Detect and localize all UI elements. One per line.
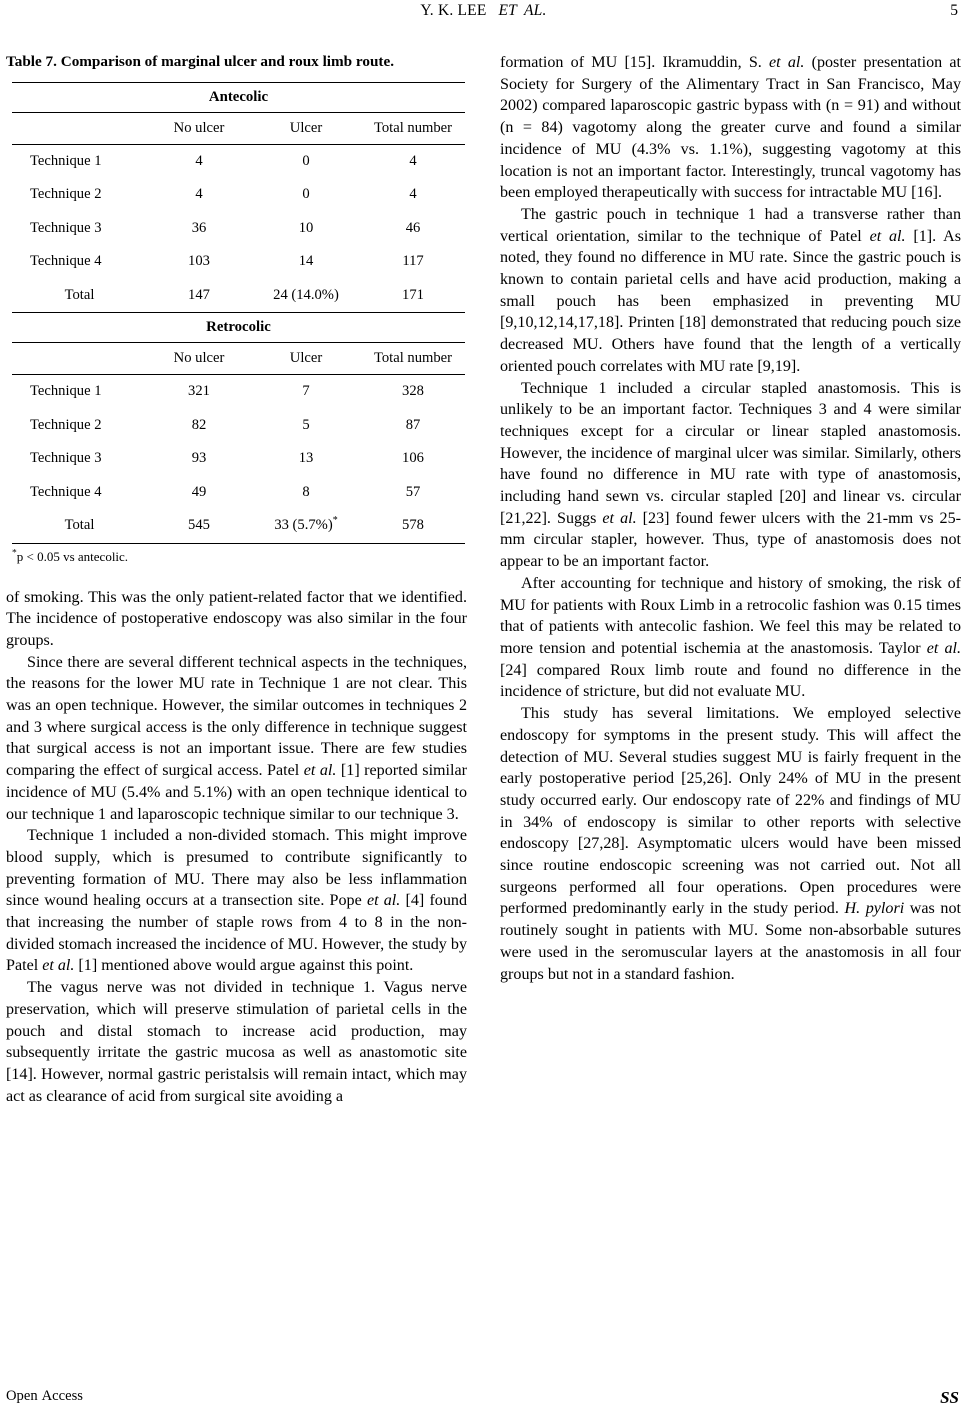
row-label: Total [64, 517, 95, 534]
cell-no-ulcer: 103 [188, 253, 210, 270]
cell-no-ulcer: 36 [191, 219, 207, 236]
paragraph: Since there are several different technical aspects in the techniques, the reasons for the lower MU rate in Technique 1 are not clear. This was an open technique. However, the similar outcomes in techniques 2 and 3 where surgical access is the only difference in technique suggest that surgical access is not an important issue. There are few studies comparing the effect of surgical access. Patel et al. [1] reported similar incidence of MU (5.4% and 5.1%) with an open technique identical to our technique 1 and laparoscopic technique similar to our technique 3. [6, 653, 468, 823]
left-column [6, 52, 467, 1107]
cell-ulcer: 0 [302, 186, 310, 203]
table-section-header [12, 82, 465, 112]
column-header-no-ulcer: No ulcer [173, 350, 225, 366]
cell-total: 4 [409, 152, 417, 169]
column-header-total: Total number [373, 350, 452, 366]
cell-total: 4 [409, 186, 417, 203]
table-section-header [12, 313, 465, 343]
column-header-blank [12, 343, 147, 375]
column-header-total: Total number [373, 119, 452, 136]
footnote-text: p < 0.05 vs antecolic. [16, 548, 129, 564]
table-row [12, 144, 465, 178]
cell-total: 46 [405, 219, 421, 236]
cell-total: 106 [402, 450, 424, 467]
table-row [12, 375, 465, 409]
paragraph: Technique 1 included a circular stapled anastomosis. This is unlikely to be an important factor. Techniques 3 and 4 were similar techniques except for a circular or linear stapled anastomosis. However, the incidence of marginal ulcer was similar. Similarly, others have found no difference in MU rate with type of anastomosis, including hand sewn vs. circular stapled [20] and linear vs. circular [21,22]. Suggs et al. [23] found fewer ulcers with the 21-mm vs 25-mm circular stapler, however. Thus, type of anastomosis does not appear to be an important factor. [500, 379, 961, 571]
running-head [0, 0, 967, 30]
row-label: Technique 3 [30, 450, 102, 467]
cell-no-ulcer: 82 [191, 416, 207, 433]
cell-no-ulcer: 545 [188, 517, 210, 534]
table-row [12, 442, 465, 476]
table-row [12, 409, 465, 443]
footnote-marker: * [12, 548, 17, 559]
paragraph: formation of MU [15]. Ikramuddin, S. et al. (poster presentation at Society for Surgery of the Alimentary Tract in San Francisco, May 2002) compared laparoscopic gastric bypass with (n = 91) and without (n = 84) vagotomy along the greater curve and found a similar incidence of MU (4.3% vs. 1.1%), suggesting vagotomy at this location is not an important factor. Interestingly, truncal vagotomy has been employed therapeutically with success for intractable MU [16]. [500, 54, 961, 202]
paragraph: of smoking. This was the only patient-related factor that we identified. The incidence of postoperative endoscopy was also similar in the four groups. [6, 588, 467, 649]
cell-total: 117 [402, 253, 424, 270]
table-total-row [12, 509, 465, 543]
section-title: Retrocolic [206, 319, 271, 335]
table-row [12, 476, 465, 510]
table-row [12, 178, 465, 212]
column-header-blank [12, 112, 147, 144]
cell-ulcer: 33 (5.7%)* [274, 515, 338, 534]
cell-ulcer: 7 [302, 383, 310, 400]
cell-total: 171 [402, 286, 424, 303]
marginal-ulcer-table [12, 82, 465, 544]
table-footnote [12, 549, 467, 565]
left-column-body [6, 587, 467, 1108]
row-label: Technique 4 [30, 483, 102, 500]
table-total-row [12, 279, 465, 313]
table-column-header-row [12, 343, 465, 375]
paragraph: This study has several limitations. We employed selective endoscopy for symptoms in the present study. This will affect the detection of MU. Several studies suggest MU is fairly frequent in the early postoperative period [25,26]. Only 24% of MU in the present study occurred early. Our endoscopy rate of 22% and findings of MU in 34% of endoscopy is similar to other reports with selective endoscopy [27,28]. Asymptomatic ulcers would have been missed since routine endoscopic screening was not carried out. Not all surgeons performed all four operations. Open procedures were performed predominantly early in the study period. H. pylori was not routinely sought in patients with MU. Some non-absorbable sutures were used in the seromuscular layers at the anastomosis in all four groups but not in a standard fashion. [500, 705, 961, 983]
row-label: Total [64, 286, 95, 303]
cell-ulcer: 24 (14.0%) [273, 286, 339, 303]
cell-no-ulcer: 321 [188, 383, 210, 400]
running-head-title [0, 2, 967, 20]
significance-star: * [332, 515, 338, 527]
journal-mark: SS [940, 1388, 959, 1407]
cell-ulcer: 14 [298, 253, 314, 270]
cell-no-ulcer: 4 [195, 186, 203, 203]
cell-total: 328 [402, 383, 424, 400]
column-header-ulcer: Ulcer [289, 350, 323, 366]
open-access-label: Open Access [6, 1388, 83, 1404]
right-column-body [500, 52, 961, 985]
table-column-header-row [12, 112, 465, 144]
cell-total: 57 [405, 483, 421, 500]
cell-no-ulcer: 93 [191, 450, 207, 467]
cell-ulcer: 0 [302, 152, 310, 169]
cell-no-ulcer: 49 [191, 483, 207, 500]
cell-no-ulcer: 4 [195, 152, 203, 169]
paragraph: Technique 1 included a non-divided stomach. This might improve blood supply, which is presumed to contribute significantly to preventing formation of MU. There may also be less inflammation since wound healing occurs at a transection site. Pope et al. [4] found that increasing the number of staple rows from 4 to 8 in the non-divided stomach increased the incidence of MU. However, the study by Patel et al. [1] mentioned above would argue against this point. [6, 827, 467, 975]
row-label: Technique 4 [30, 253, 102, 270]
right-column [500, 52, 961, 985]
row-label: Technique 2 [30, 416, 102, 433]
page-number: 5 [950, 2, 958, 19]
row-label: Technique 2 [30, 186, 102, 203]
cell-ulcer: 5 [302, 416, 310, 433]
paragraph: After accounting for technique and history of smoking, the risk of MU for patients with Roux Limb in a retrocolic fashion was 0.15 times that of patients with antecolic fashion. We feel this may be related to more tension and potential ischemia at the anastomosis. Taylor et al. [24] compared Roux limb route and found no difference in the incidence of stricture, but did not evaluate MU. [500, 574, 961, 701]
table-row [12, 212, 465, 246]
table-row [12, 245, 465, 279]
table-caption: Table 7. Comparison of marginal ulcer and roux limb route. [6, 53, 395, 70]
section-title: Antecolic [208, 88, 269, 105]
cell-ulcer: 10 [298, 219, 314, 236]
row-label: Technique 1 [30, 383, 102, 400]
page-footer [0, 1388, 967, 1414]
cell-ulcer: 13 [298, 450, 314, 467]
cell-total: 87 [405, 416, 421, 433]
running-head-etal: ET AL. [498, 2, 547, 19]
row-label: Technique 3 [30, 219, 102, 236]
paragraph: The gastric pouch in technique 1 had a transverse rather than vertical orientation, similar to the technique of Patel et al. [1]. As noted, they found no difference in MU rate. Since the gastric pouch is known to contain parietal cells and have acid production, making a small pouch has been emphasized in preventing MU [9,10,12,14,17,18]. Printen [18] demonstrated that reducing pouch size decreased MU. Others have found that the length of a vertically oriented pouch correlates with MU rate [9,19]. [500, 205, 961, 375]
cell-total: 578 [402, 517, 424, 534]
paragraph: The vagus nerve was not divided in technique 1. Vagus nerve preservation, which will preserve stimulation of parietal cells in the pouch and distal stomach to increase acid production, may subsequently irritate the gastric mucosa as well as anastomotic site [14]. However, normal gastric peristalsis will remain intact, which may act as clearance of acid from surgical site avoiding a [6, 979, 467, 1105]
cell-ulcer: 8 [302, 483, 310, 500]
cell-no-ulcer: 147 [188, 286, 210, 303]
column-header-no-ulcer: No ulcer [173, 119, 225, 136]
running-head-authors: Y. K. LEE [420, 2, 487, 19]
row-label: Technique 1 [30, 152, 102, 169]
column-header-ulcer: Ulcer [289, 119, 323, 136]
